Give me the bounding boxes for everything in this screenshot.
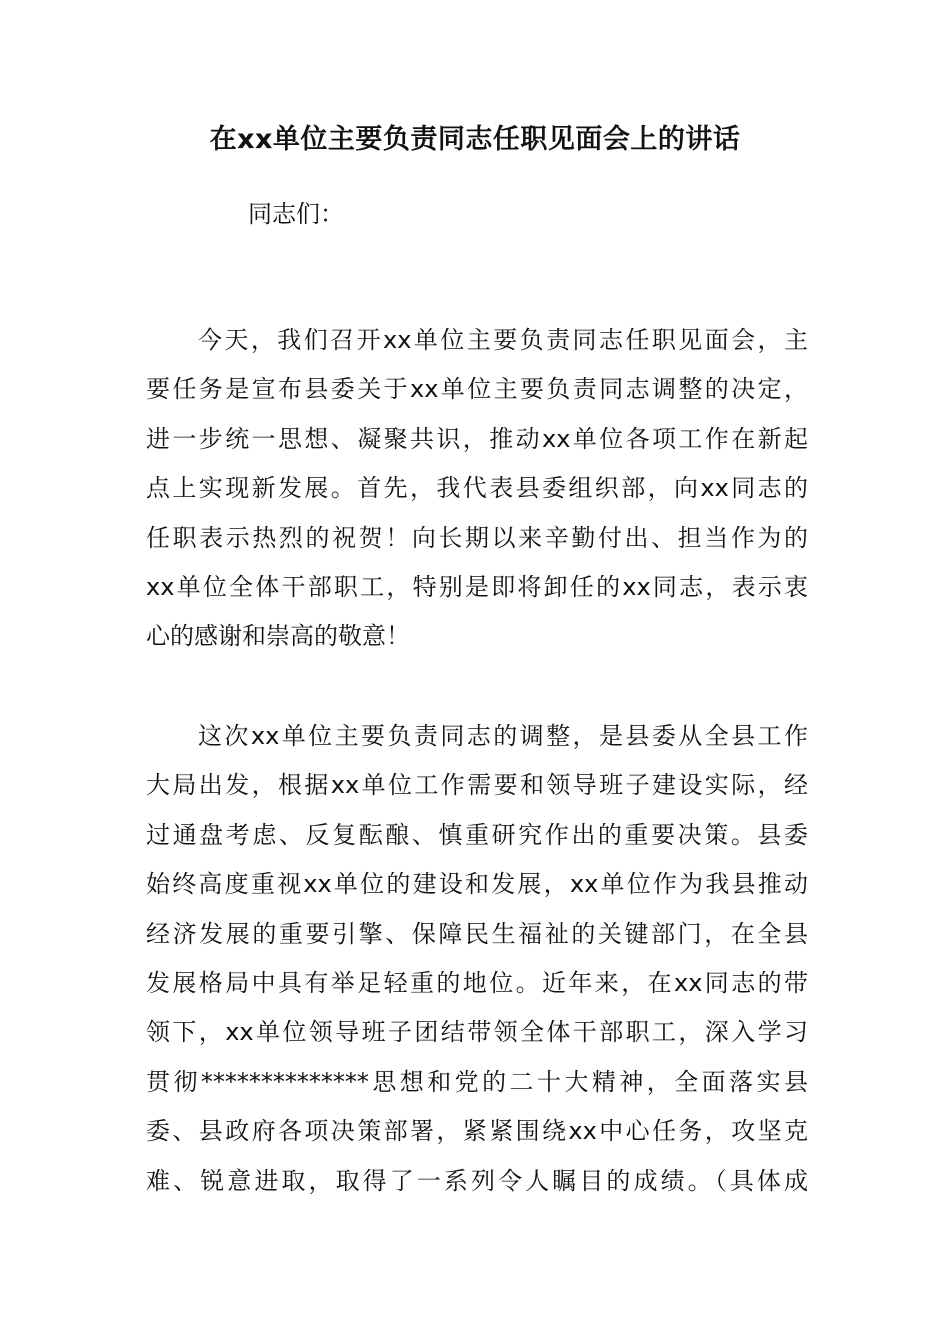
paragraph-line: 今天，我们召开xx单位主要负责同志任职见面会，主 [198,326,808,354]
paragraph-line: 委、县政府各项决策部署，紧紧围绕xx中心任务，攻坚克 [146,1117,808,1146]
document-title: 在xx单位主要负责同志任职见面会上的讲话 [209,124,741,155]
paragraph-line: 要任务是宣布县委关于xx单位主要负责同志调整的决定， [146,375,808,404]
paragraph-line: 发展格局中具有举足轻重的地位。近年来，在xx同志的带 [146,968,808,997]
paragraph-line: 大局出发，根据xx单位工作需要和领导班子建设实际，经 [146,771,808,800]
paragraph-line: 任职表示热烈的祝贺！向长期以来辛勤付出、担当作为的 [146,523,808,552]
paragraph-line: 心的感谢和崇高的敬意！ [146,622,410,651]
paragraph-line: 领下，xx单位领导班子团结带领全体干部职工，深入学习 [146,1018,808,1047]
paragraph-line: 难、锐意进取，取得了一系列令人瞩目的成绩。（具体成 [146,1166,808,1195]
paragraph-line: 点上实现新发展。首先，我代表县委组织部，向xx同志的 [146,474,808,503]
greeting: 同志们： [248,200,344,228]
paragraph-line: xx单位全体干部职工，特别是即将卸任的xx同志，表示衷 [146,572,808,601]
paragraph-line: 贯彻**************思想和党的二十大精神，全面落实县 [146,1067,808,1096]
paragraph-line: 这次xx单位主要负责同志的调整，是县委从全县工作 [198,722,808,750]
paragraph-line: 经济发展的重要引擎、保障民生福祉的关键部门，在全县 [146,919,808,948]
paragraph-line: 过通盘考虑、反复酝酿、慎重研究作出的重要决策。县委 [146,820,808,849]
paragraph-2 [146,712,808,1206]
paragraph-line: 进一步统一思想、凝聚共识，推动xx单位各项工作在新起 [146,424,808,453]
paragraph-line: 始终高度重视xx单位的建设和发展，xx单位作为我县推动 [146,870,808,899]
paragraph-1 [146,316,808,662]
